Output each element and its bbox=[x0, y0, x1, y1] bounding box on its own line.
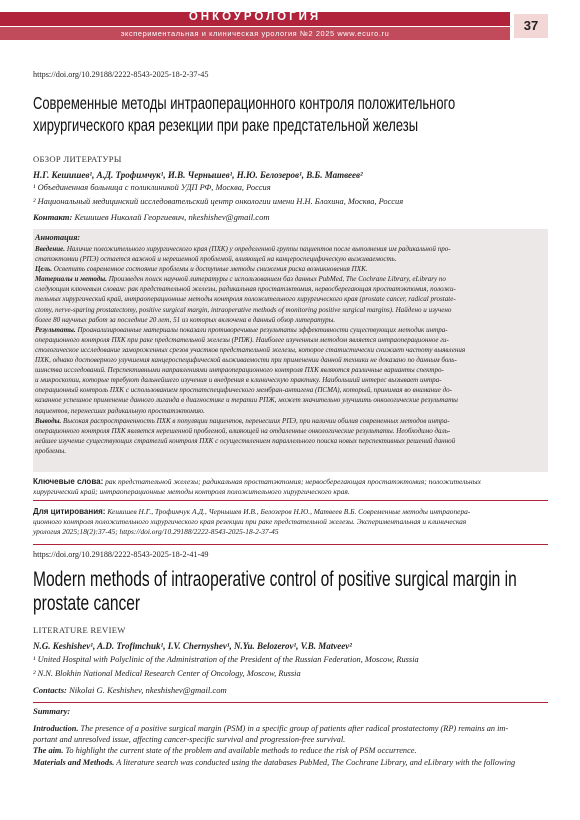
abstract-line: более 80 научных работ за последние 20 лет, 51 из которых включена в данный обзор литературы. bbox=[35, 315, 336, 324]
contact-label: Контакт: bbox=[33, 212, 73, 222]
abstract-line: операционного контроля ПХК является нерешенной проблемой, влияющей на отдаленные онкологические результаты. Необходимо даль- bbox=[35, 426, 451, 435]
affiliation-1-ru: ¹ Объединенная больница с поликлиникой УДП РФ, Москва, Россия bbox=[33, 183, 271, 192]
keywords-ru bbox=[33, 477, 548, 497]
abstract-line: portant and unresolved issue, affecting cancer-specific survival and progression-free survival. bbox=[33, 735, 346, 745]
summary-heading: Summary: bbox=[33, 706, 71, 716]
abstract-line: проблемы. bbox=[35, 446, 67, 455]
abstract-line: Введение. Наличие положительного хирургического края (ПХК) у определенной группы пациентов после выполнения им радикальной про- bbox=[35, 245, 451, 253]
abstract-subheading: Materials and Methods. bbox=[33, 757, 115, 767]
abstract-subheading: Материалы и методы. bbox=[35, 275, 107, 284]
authors-en: N.G. Keshishev¹, A.D. Trofimchuk¹, I.V. Chernyshev¹, N.Yu. Belozerov¹, V.B. Matveev² bbox=[33, 641, 352, 651]
abstract-line: Результаты. Проанализированные материалы показали противоречивые результаты эффективности существующих методик интра- bbox=[35, 325, 448, 334]
abstract-line: нейшее изучение существующих стратегий контроля ПХК с осуществлением параллельного поиска новых перспективных решений данной bbox=[35, 436, 456, 445]
doi-link-ru[interactable]: https://doi.org/10.29188/2222-8543-2025-18-2-37-45 bbox=[33, 70, 209, 79]
citation-label: Для цитирования: bbox=[33, 507, 106, 516]
citation-line: Для цитирования: Кешишев Н.Г., Трофимчук А.Д., Чернышев И.В., Белозеров Н.Ю., Матвеев В.Б. Современные методы интраопера- bbox=[33, 507, 471, 516]
title-line: prostate cancer bbox=[33, 592, 141, 615]
section-type-ru: ОБЗОР ЛИТЕРАТУРЫ bbox=[33, 154, 122, 164]
abstract-line: The aim. To highlight the current state of the problem and available methods to reduce the risk of PSM occurrence. bbox=[33, 746, 417, 756]
contact-label: Contacts: bbox=[33, 685, 67, 695]
abstract-line: Материалы и методы. Произведен поиск научной литературы с использованием баз данных PubMed, The Cochrane Library, eLibrary по bbox=[35, 275, 446, 284]
abstract-line: пациентов, перенесших радикальную простатэктомию. bbox=[35, 406, 205, 415]
abstract-text-ru bbox=[35, 244, 547, 456]
summary-text-en bbox=[33, 723, 548, 768]
abstract-line: операционный контроль ПХК с использованием простатспецифического мембран-антигена (ПСМА), который, принимая во внимание до- bbox=[35, 386, 453, 395]
contact-ru bbox=[33, 212, 270, 222]
divider bbox=[33, 544, 548, 545]
authors-ru: Н.Г. Кешишев¹, А.Д. Трофимчук¹, И.В. Чернышев¹, Н.Ю. Белозеров¹, В.Б. Матвеев² bbox=[33, 170, 363, 180]
page-number: 37 bbox=[514, 14, 548, 38]
journal-subtitle: экспериментальная и клиническая урология №2 2025 www.ecuro.ru bbox=[0, 27, 510, 40]
article-title-ru bbox=[33, 92, 544, 136]
title-line: хирургического края резекции при раке предстательной железы bbox=[33, 115, 419, 135]
divider bbox=[33, 702, 548, 703]
abstract-subheading: The aim. bbox=[33, 746, 64, 756]
doi-link-en[interactable]: https://doi.org/10.29188/2222-8543-2025-18-2-41-49 bbox=[33, 550, 209, 559]
abstract-subheading: Выводы. bbox=[35, 416, 62, 425]
abstract-line: тельных хирургический край, интраоперационные методы контроля положительного хирургического края (prostate cancer, radical prostate- bbox=[35, 295, 456, 304]
abstract-line: статэктомии (РПЭ) остается важной и нерешенной проблемой, влияющей на канцероспецифическую выживаемость. bbox=[35, 255, 397, 264]
abstract-subheading: Результаты. bbox=[35, 325, 76, 334]
affiliation-2-ru: ² Национальный медицинский исследовательский центр онкологии имени Н.Н. Блохина, Москва, Россия bbox=[33, 197, 404, 206]
journal-header bbox=[0, 0, 580, 44]
abstract-line: Introduction. The presence of a positive surgical margin (PSM) in a specific group of patients after radical prostatectomy (RP) remains an im- bbox=[33, 724, 509, 733]
abstract-box-ru bbox=[33, 229, 548, 472]
abstract-line: ctomy, nerve-sparing prostatectomy, positive surgical margin, intraoperative methods of monitoring positive surgical margins). Найдено и изучено bbox=[35, 305, 452, 314]
title-line: Modern methods of intraoperative control of positive surgical margin in bbox=[33, 568, 517, 591]
section-type-en: LITERATURE REVIEW bbox=[33, 625, 126, 635]
affiliation-2-en: ² N.N. Blokhin National Medical Research Center of Oncology, Moscow, Russia bbox=[33, 669, 301, 678]
abstract-subheading: Введение. bbox=[35, 245, 66, 253]
abstract-subheading: Цель. bbox=[35, 265, 53, 274]
abstract-line: Materials and Methods. A literature search was conducted using the databases PubMed, The Cochrane Library, and eLibrary with the following bbox=[33, 757, 516, 767]
abstract-line: операционного контроля ПХК при раке предстательной железы (РПЖ). Наиболее изученным методом является интраоперационное ги- bbox=[35, 335, 449, 344]
abstract-line: шинства исследований. Перспективными направлениями интраоперационного контроля ПХК являются различные варианты спектро- bbox=[35, 366, 444, 375]
abstract-line: ПХК, однако достоверного улучшения канцероспецифической выживаемости при применении данной техники не доказано по данным боль- bbox=[35, 356, 457, 365]
abstract-subheading: Introduction. bbox=[33, 724, 79, 733]
keywords-line: хирургический край; интраоперационные методы контроля положительного хирургического края. bbox=[33, 487, 350, 496]
abstract-line: Выводы. Высокая распространенность ПХК в популяции пациентов, перенесших РПЭ, при наличии обилия современных методов интра- bbox=[35, 416, 450, 425]
abstract-line: и микроскопии, которые требуют дальнейшего изучения и внедрения в клиническую практику. Наибольший интерес вызывает интра- bbox=[35, 376, 442, 385]
citation-line: урология 2025;18(2):37-45; https://doi.org/10.29188/2222-8543-2025-18-2-37-45 bbox=[33, 527, 279, 536]
abstract-line: стологическое исследование замороженных срезов участков предстательной железы, которое статистически снижает частоту выявления bbox=[35, 345, 466, 354]
journal-title: ОНКОУРОЛОГИЯ bbox=[188, 11, 322, 23]
affiliation-1-en: ¹ United Hospital with Polyclinic of the Administration of the President of the Russian Federation, Moscow, Russia bbox=[33, 655, 419, 664]
contact-value[interactable]: Кешишев Николай Георгиевич, nkeshishev@gmail.com bbox=[74, 212, 270, 222]
abstract-heading: Аннотация: bbox=[35, 233, 81, 242]
contact-en bbox=[33, 685, 227, 695]
keywords-line: Ключевые слова: рак предстательной железы; радикальная простатэктомия; нервосберегающая простатэктомия; положительных bbox=[33, 477, 481, 486]
article-title-en bbox=[33, 568, 536, 616]
abstract-line: следующим ключевым словам: рак предстательной железы, радикальная простатэктомия, нервосберегающая простатэктомия, положи- bbox=[35, 285, 456, 294]
title-line: Современные методы интраоперационного контроля положительного bbox=[33, 93, 456, 113]
divider bbox=[33, 500, 548, 501]
abstract-line: Цель. Осветить современное состояние проблемы и доступные методы снижения риска возникновения ПХК. bbox=[35, 265, 368, 274]
keywords-label: Ключевые слова: bbox=[33, 477, 104, 486]
abstract-line: казанное успешное применение данного лиганда в диагностике и терапии РПЖ, может значительно улучшить онкологические результаты bbox=[35, 396, 458, 405]
citation-ru bbox=[33, 507, 548, 537]
contact-value[interactable]: Nikolai G. Keshishev, nkeshishev@gmail.com bbox=[69, 685, 227, 695]
citation-line: ционного контроля положительного хирургического края резекции при раке предстательной железы. Экспериментальная и клиническая bbox=[33, 517, 467, 526]
